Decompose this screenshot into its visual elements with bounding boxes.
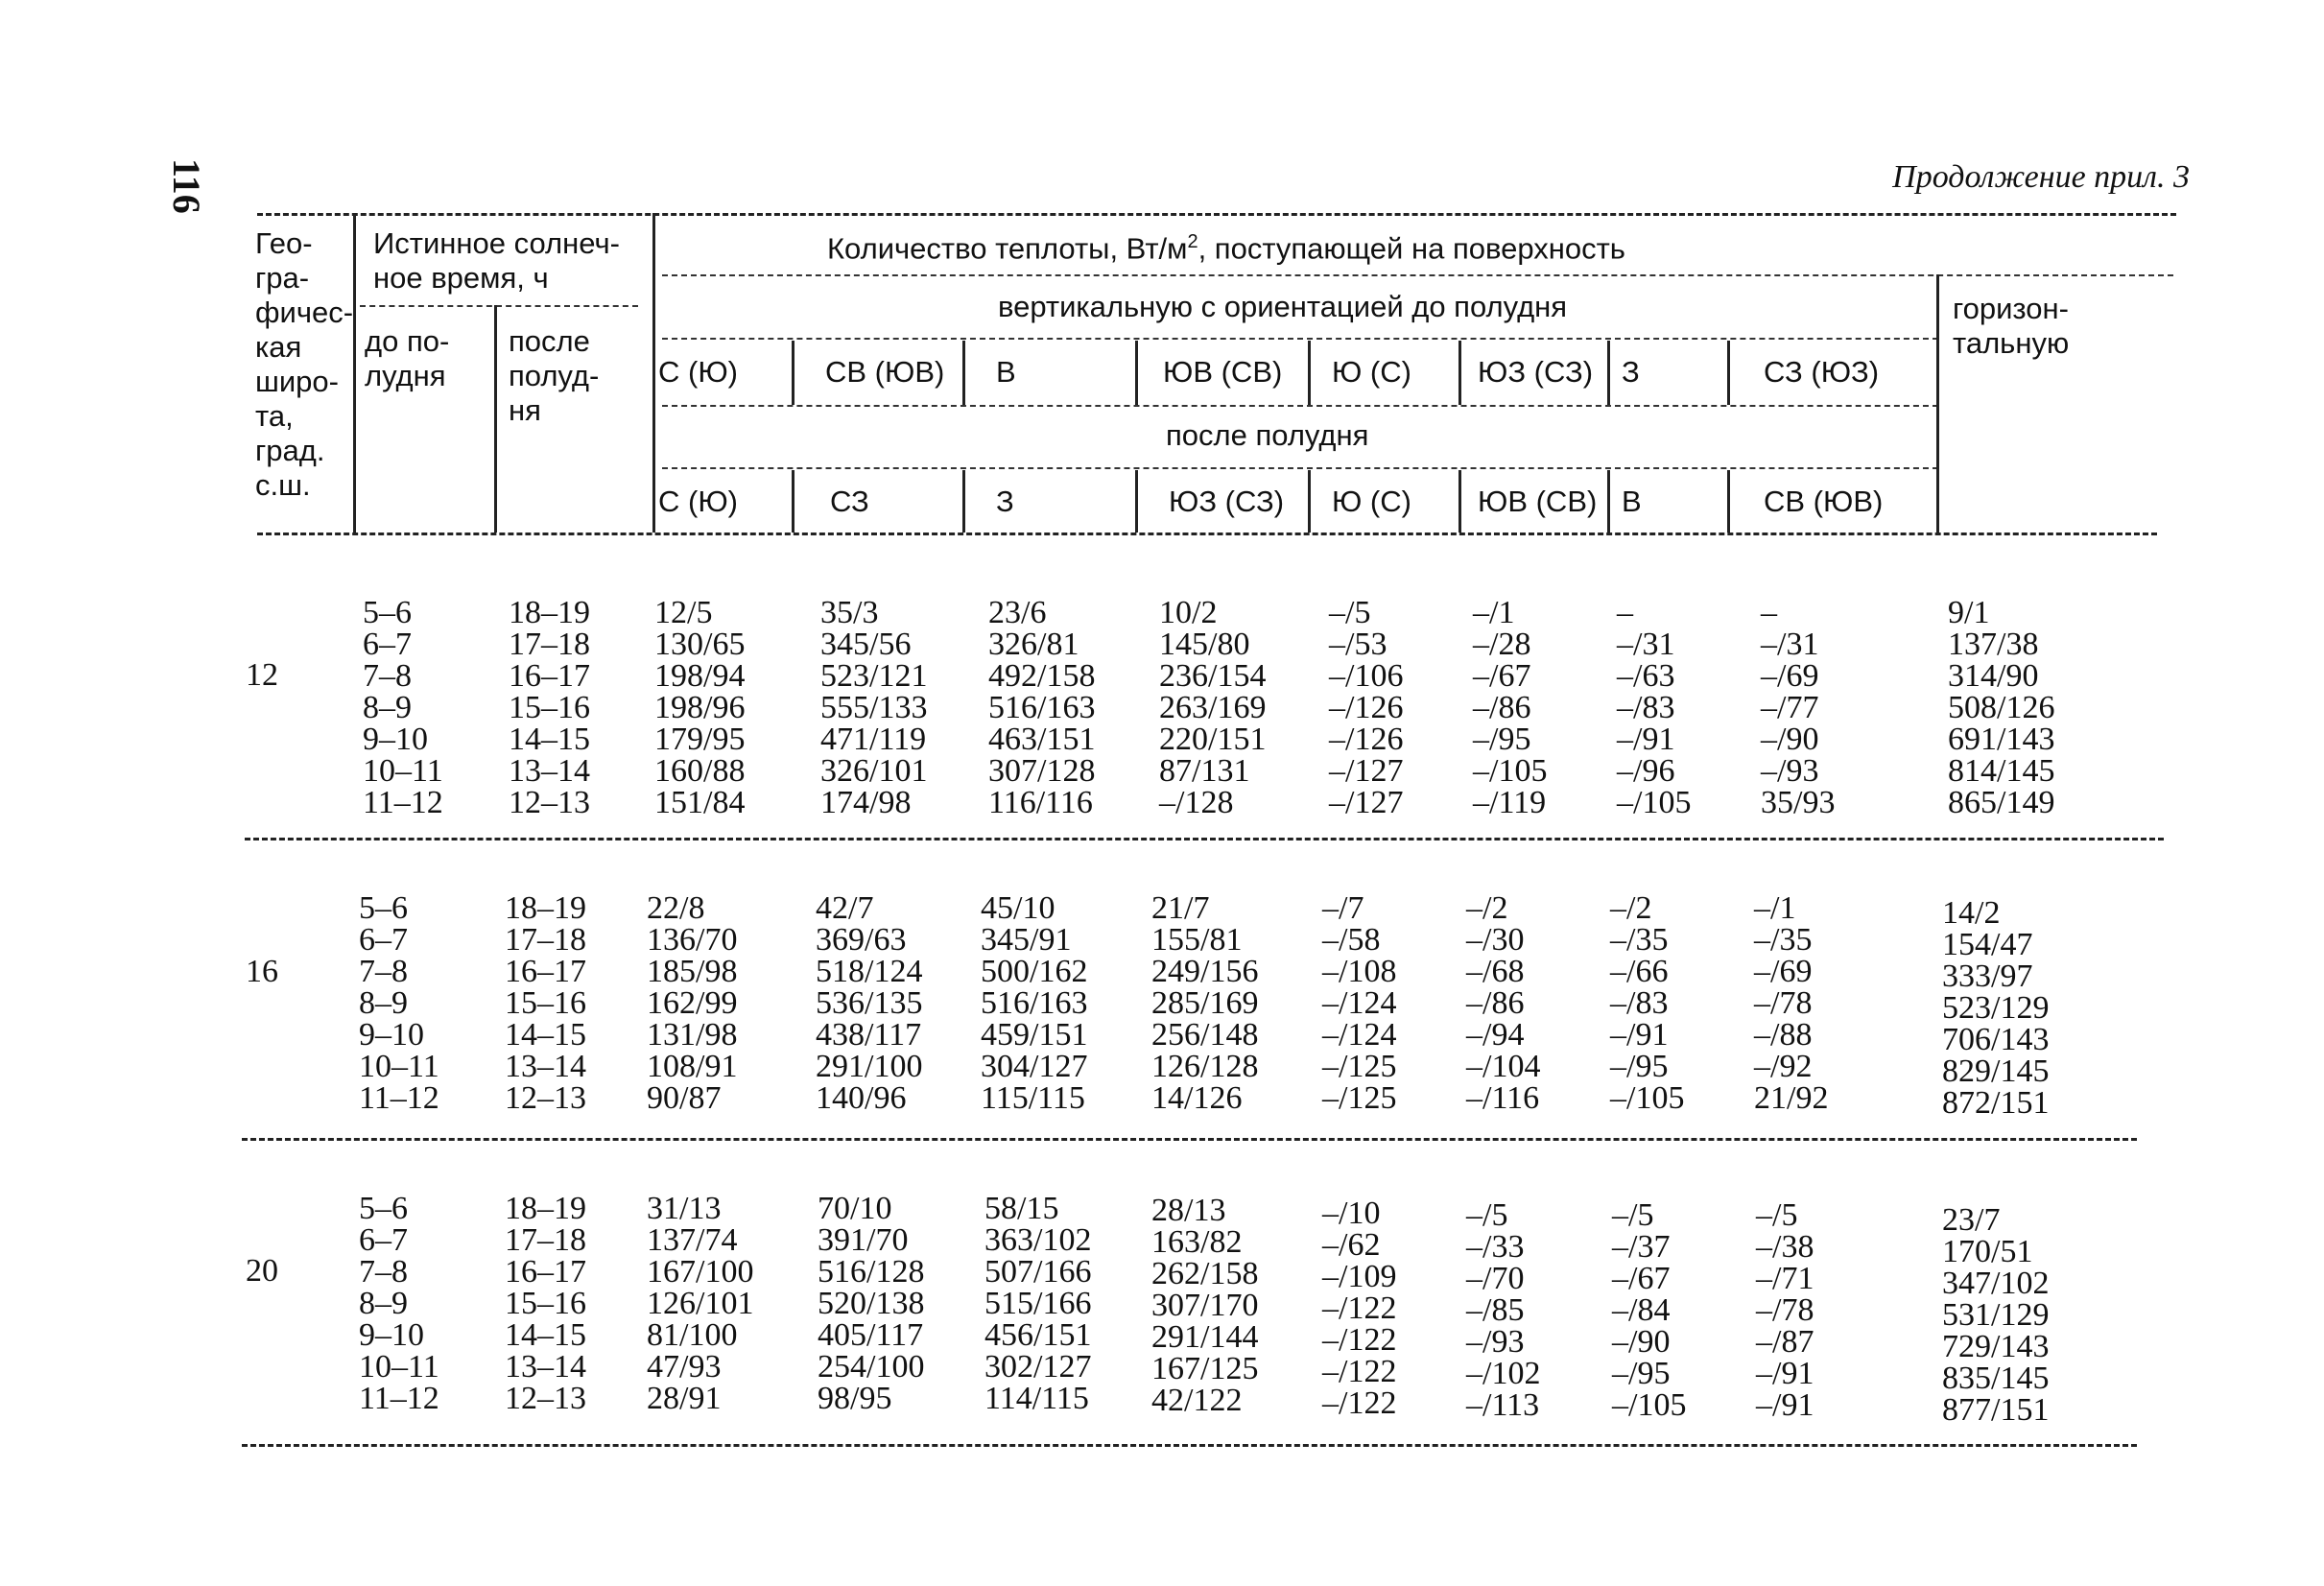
group-col-6: –/5 –/33 –/70 –/85 –/93 –/102 –/113 bbox=[1466, 1197, 1541, 1423]
header-heat-title: Количество теплоты, $Вт/м^2$, поступающей на поверхность bbox=[827, 231, 1625, 266]
group-col-2: 42/7 369/63 518/124 536/135 438/117 291/100 140/96 bbox=[816, 890, 923, 1116]
orient-divider-5 bbox=[1458, 341, 1461, 405]
header-latitude: Гео- гра- фичес- кая широ- та, град. с.ш. bbox=[255, 226, 354, 502]
header-before-noon: до по- лудня bbox=[365, 324, 450, 392]
group-col-before-noon: 5–6 6–7 7–8 8–9 9–10 10–11 11–12 bbox=[363, 595, 443, 820]
orient-divider-3 bbox=[1135, 341, 1138, 405]
orient-before-5: Ю (С) bbox=[1332, 355, 1411, 389]
group-col-1: 22/8 136/70 185/98 162/99 131/98 108/91 90/87 bbox=[647, 890, 738, 1116]
group-col-7: – –/31 –/63 –/83 –/91 –/96 –/105 bbox=[1617, 595, 1692, 820]
header-divider-time bbox=[494, 305, 497, 533]
orient-after-8: СВ (ЮВ) bbox=[1764, 485, 1884, 518]
orient-after-divider-2 bbox=[962, 470, 965, 533]
header-divider-lat bbox=[353, 213, 356, 533]
group-col-horizontal: 23/7 170/51 347/102 531/129 729/143 835/145 877/151 bbox=[1942, 1202, 2050, 1428]
orient-after-divider-6 bbox=[1607, 470, 1610, 533]
table-top-rule bbox=[257, 213, 2176, 216]
group-col-5: –/10 –/62 –/109 –/122 –/122 –/122 –/122 bbox=[1322, 1195, 1397, 1421]
orient-before-3: В bbox=[996, 355, 1016, 389]
header-solar-time: Истинное солнеч- ное время, ч bbox=[373, 226, 620, 295]
group-col-7: –/2 –/35 –/66 –/83 –/91 –/95 –/105 bbox=[1610, 890, 1685, 1116]
group-col-5: –/5 –/53 –/106 –/126 –/126 –/127 –/127 bbox=[1329, 595, 1404, 820]
group-col-8: –/1 –/35 –/69 –/78 –/88 –/92 21/92 bbox=[1754, 890, 1829, 1116]
group-col-2: 70/10 391/70 516/128 520/138 405/117 254/100 98/95 bbox=[818, 1191, 925, 1416]
orient-after-1: С (Ю) bbox=[658, 485, 738, 518]
header-rule-2 bbox=[662, 338, 1938, 340]
group-col-horizontal: 9/1 137/38 314/90 508/126 691/143 814/145 865/149 bbox=[1948, 595, 2055, 820]
header-after-noon: после полуд- ня bbox=[509, 324, 600, 427]
orient-before-1: С (Ю) bbox=[658, 355, 738, 389]
group-latitude: 20 bbox=[246, 1253, 278, 1289]
orient-after-divider-4 bbox=[1308, 470, 1311, 533]
group-col-1: 31/13 137/74 167/100 126/101 81/100 47/93 28/91 bbox=[647, 1191, 754, 1416]
header-after-noon-row: после полудня bbox=[1166, 418, 1369, 452]
group-col-horizontal: 14/2 154/47 333/97 523/129 706/143 829/145 872/151 bbox=[1942, 895, 2050, 1121]
group-bottom-rule bbox=[242, 1138, 2137, 1141]
orient-divider-4 bbox=[1308, 341, 1311, 405]
header-rule-time bbox=[360, 305, 638, 307]
orient-after-7: В bbox=[1622, 485, 1642, 518]
group-col-3: 45/10 345/91 500/162 516/163 459/151 304/127 115/115 bbox=[981, 890, 1088, 1116]
orient-after-divider-1 bbox=[792, 470, 794, 533]
orient-divider-1 bbox=[792, 341, 794, 405]
group-col-after-noon: 18–19 17–18 16–17 15–16 14–15 13–14 12–13 bbox=[509, 595, 590, 820]
orient-after-divider-5 bbox=[1458, 470, 1461, 533]
group-col-8: – –/31 –/69 –/77 –/90 –/93 35/93 bbox=[1761, 595, 1836, 820]
group-col-7: –/5 –/37 –/67 –/84 –/90 –/95 –/105 bbox=[1612, 1197, 1687, 1423]
continuation-label: Продолжение прил. 3 bbox=[1892, 159, 2190, 195]
orient-after-5: Ю (С) bbox=[1332, 485, 1411, 518]
header-bottom-rule bbox=[257, 533, 2157, 535]
header-vertical: вертикальную с ориентацией до полудня bbox=[998, 290, 1568, 323]
orient-before-6: ЮЗ (СЗ) bbox=[1478, 355, 1594, 389]
header-rule-1 bbox=[662, 274, 2173, 276]
group-col-4: 21/7 155/81 249/156 285/169 256/148 126/128 14/126 bbox=[1151, 890, 1259, 1116]
header-rule-4 bbox=[662, 467, 1938, 469]
group-latitude: 16 bbox=[246, 954, 278, 989]
group-col-6: –/1 –/28 –/67 –/86 –/95 –/105 –/119 bbox=[1473, 595, 1548, 820]
orient-after-4: ЮЗ (СЗ) bbox=[1169, 485, 1285, 518]
orient-divider-6 bbox=[1607, 341, 1610, 405]
table-bottom-rule bbox=[242, 1444, 2137, 1447]
header-rule-3 bbox=[662, 405, 1938, 407]
group-col-1: 12/5 130/65 198/94 198/96 179/95 160/88 151/84 bbox=[654, 595, 746, 820]
orient-after-6: ЮВ (СВ) bbox=[1478, 485, 1598, 518]
group-col-2: 35/3 345/56 523/121 555/133 471/119 326/101 174/98 bbox=[820, 595, 928, 820]
orient-divider-7 bbox=[1727, 341, 1730, 405]
group-col-4: 28/13 163/82 262/158 307/170 291/144 167/125 42/122 bbox=[1151, 1193, 1259, 1418]
group-col-6: –/2 –/30 –/68 –/86 –/94 –/104 –/116 bbox=[1466, 890, 1541, 1116]
header-divider-horiz bbox=[1936, 274, 1939, 533]
orient-before-7: З bbox=[1622, 355, 1640, 389]
header-divider-heat bbox=[652, 213, 655, 533]
orient-after-2: СЗ bbox=[830, 485, 869, 518]
group-col-3: 23/6 326/81 492/158 516/163 463/151 307/128 116/116 bbox=[988, 595, 1096, 820]
orient-before-8: СЗ (ЮЗ) bbox=[1764, 355, 1880, 389]
group-col-4: 10/2 145/80 236/154 263/169 220/151 87/131 –/128 bbox=[1159, 595, 1267, 820]
group-latitude: 12 bbox=[246, 657, 278, 693]
group-bottom-rule bbox=[245, 838, 2164, 840]
page-number: 116 bbox=[165, 158, 208, 214]
group-col-after-noon: 18–19 17–18 16–17 15–16 14–15 13–14 12–13 bbox=[505, 1191, 586, 1416]
group-col-8: –/5 –/38 –/71 –/78 –/87 –/91 –/91 bbox=[1756, 1197, 1814, 1423]
group-col-before-noon: 5–6 6–7 7–8 8–9 9–10 10–11 11–12 bbox=[359, 1191, 439, 1416]
orient-divider-2 bbox=[962, 341, 965, 405]
orient-before-4: ЮВ (СВ) bbox=[1163, 355, 1283, 389]
group-col-5: –/7 –/58 –/108 –/124 –/124 –/125 –/125 bbox=[1322, 890, 1397, 1116]
orient-after-divider-7 bbox=[1727, 470, 1730, 533]
orient-after-3: З bbox=[996, 485, 1014, 518]
group-col-3: 58/15 363/102 507/166 515/166 456/151 302/127 114/115 bbox=[984, 1191, 1092, 1416]
group-col-before-noon: 5–6 6–7 7–8 8–9 9–10 10–11 11–12 bbox=[359, 890, 439, 1116]
orient-after-divider-3 bbox=[1135, 470, 1138, 533]
group-col-after-noon: 18–19 17–18 16–17 15–16 14–15 13–14 12–13 bbox=[505, 890, 586, 1116]
orient-before-2: СВ (ЮВ) bbox=[825, 355, 945, 389]
header-horizontal: горизон- тальную bbox=[1953, 292, 2070, 360]
